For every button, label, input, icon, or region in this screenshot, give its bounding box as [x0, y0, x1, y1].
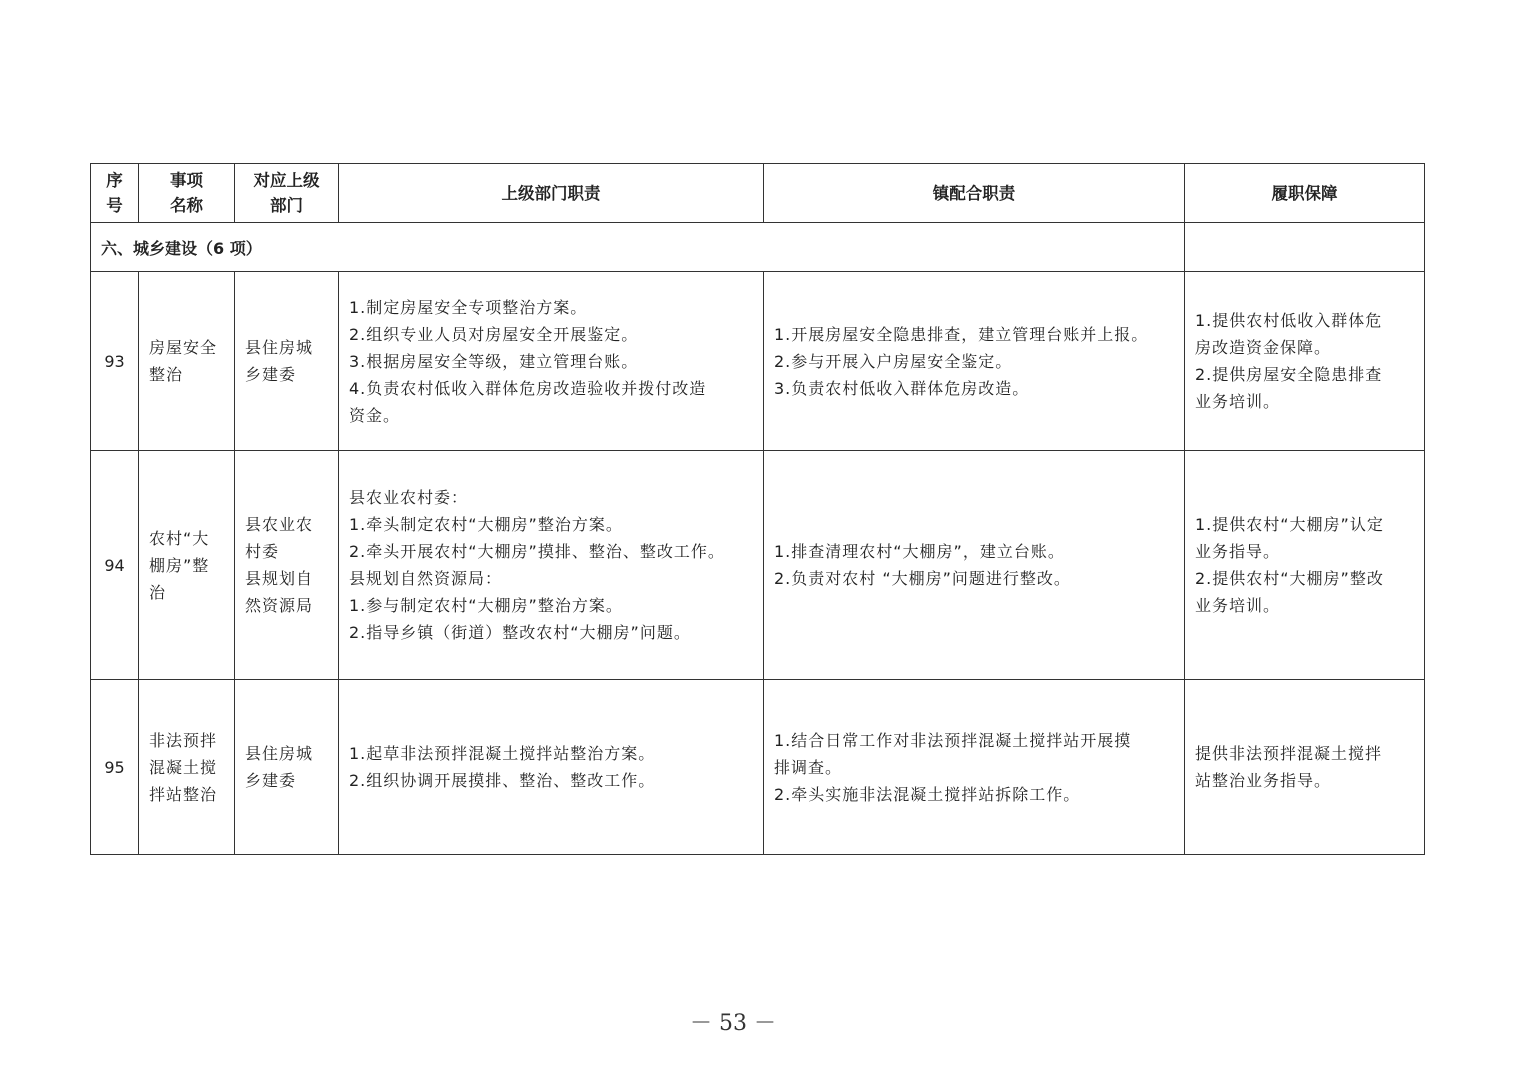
item-name-cell: 房屋安全 整治	[139, 272, 235, 451]
dept-cell: 县农业农 村委 县规划自 然资源局	[235, 451, 339, 680]
item-name-cell: 农村“大 棚房”整 治	[139, 451, 235, 680]
upper-duties-cell: 1.起草非法预拌混凝土搅拌站整治方案。 2.组织协调开展摸排、整治、整改工作。	[339, 680, 764, 855]
header-upper-dept: 对应上级 部门	[235, 164, 339, 223]
section-empty-cell	[1185, 223, 1425, 272]
guarantee-cell: 提供非法预拌混凝土搅拌 站整治业务指导。	[1185, 680, 1425, 855]
row-number: 93	[91, 272, 139, 451]
dept-cell: 县住房城 乡建委	[235, 272, 339, 451]
header-seq: 序 号	[91, 164, 139, 223]
header-town-duties: 镇配合职责	[764, 164, 1185, 223]
header-upper-duties: 上级部门职责	[339, 164, 764, 223]
page-number: － 53 －	[690, 1011, 776, 1036]
row-number: 95	[91, 680, 139, 855]
section-row	[91, 223, 1425, 272]
table-row	[91, 680, 1425, 855]
upper-duties-cell: 县农业农村委： 1.牵头制定农村“大棚房”整治方案。 2.牵头开展农村“大棚房”摸排、整治、整改工作。 县规划自然资源局： 1.参与制定农村“大棚房”整治方案。 2.指导乡镇（街道）整改农村“大棚房”问题。	[339, 451, 764, 680]
header-item-name: 事项 名称	[139, 164, 235, 223]
item-name-cell: 非法预拌 混凝土搅 拌站整治	[139, 680, 235, 855]
section-title: 六、城乡建设（6 项）	[91, 223, 1185, 272]
town-duties-cell: 1.结合日常工作对非法预拌混凝土搅拌站开展摸 排调查。 2.牵头实施非法混凝土搅拌站拆除工作。	[764, 680, 1185, 855]
row-number: 94	[91, 451, 139, 680]
upper-duties-cell: 1.制定房屋安全专项整治方案。 2.组织专业人员对房屋安全开展鉴定。 3.根据房屋安全等级，建立管理台账。 4.负责农村低收入群体危房改造验收并拨付改造 资金。	[339, 272, 764, 451]
header-row	[91, 164, 1425, 223]
town-duties-cell: 1.开展房屋安全隐患排查，建立管理台账并上报。 2.参与开展入户房屋安全鉴定。 3.负责农村低收入群体危房改造。	[764, 272, 1185, 451]
table-row	[91, 272, 1425, 451]
guarantee-cell: 1.提供农村低收入群体危 房改造资金保障。 2.提供房屋安全隐患排查 业务培训。	[1185, 272, 1425, 451]
table-row	[91, 451, 1425, 680]
header-guarantee: 履职保障	[1185, 164, 1425, 223]
dept-cell: 县住房城 乡建委	[235, 680, 339, 855]
town-duties-cell: 1.排查清理农村“大棚房”，建立台账。 2.负责对农村 “大棚房”问题进行整改。	[764, 451, 1185, 680]
guarantee-cell: 1.提供农村“大棚房”认定 业务指导。 2.提供农村“大棚房”整改 业务培训。	[1185, 451, 1425, 680]
duties-table	[90, 163, 1425, 855]
